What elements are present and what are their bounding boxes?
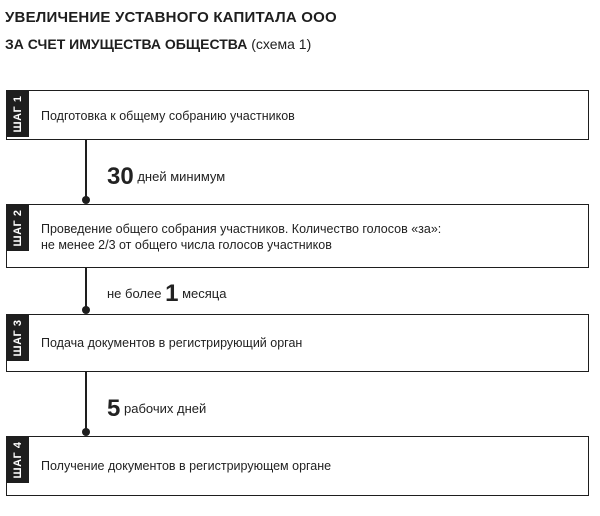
step-2-tag: ШАГ 2 xyxy=(7,205,29,251)
connector-3-after: рабочих дней xyxy=(123,401,207,416)
step-1-box xyxy=(6,90,589,140)
step-3-text: Подача документов в регистрирующий орган xyxy=(41,336,303,350)
connector-2-number: 1 xyxy=(165,280,179,307)
connector-dot-3 xyxy=(82,428,90,436)
connector-1-after: дней минимум xyxy=(137,169,226,184)
connector-line-3 xyxy=(85,372,87,432)
step-1-text: Подготовка к общему собранию участников xyxy=(41,109,295,123)
connector-3-number: 5 xyxy=(107,395,121,422)
title-line-2-bold: ЗА СЧЕТ ИМУЩЕСТВА ОБЩЕСТВА xyxy=(5,36,248,52)
connector-line-2 xyxy=(85,268,87,310)
connector-dot-1 xyxy=(82,196,90,204)
connector-dot-2 xyxy=(82,306,90,314)
diagram-title xyxy=(5,10,337,25)
step-3-box xyxy=(6,314,589,372)
connector-line-1 xyxy=(85,140,87,200)
connector-label-1 xyxy=(107,165,225,189)
step-3-tag: ШАГ 3 xyxy=(7,315,29,361)
connector-label-2 xyxy=(107,282,226,306)
step-4-tag: ШАГ 4 xyxy=(7,437,29,483)
step-4-text: Получение документов в регистрирующем органе xyxy=(41,459,332,473)
connector-label-3 xyxy=(107,397,206,421)
step-2-box xyxy=(6,204,589,268)
step-2-text: Проведение общего собрания участников. Количество голосов «за»: не менее 2/3 от общего числа голосов участников xyxy=(41,222,442,252)
connector-2-before: не более xyxy=(107,286,162,301)
step-4-box xyxy=(6,436,589,496)
connector-1-number: 30 xyxy=(107,163,134,190)
title-line-2-scheme: (схема 1) xyxy=(251,36,312,52)
step-1-tag: ШАГ 1 xyxy=(7,91,29,137)
connector-2-after: месяца xyxy=(182,286,227,301)
title-line-1: УВЕЛИЧЕНИЕ УСТАВНОГО КАПИТАЛА ООО xyxy=(5,9,337,26)
diagram-subtitle xyxy=(5,37,311,51)
